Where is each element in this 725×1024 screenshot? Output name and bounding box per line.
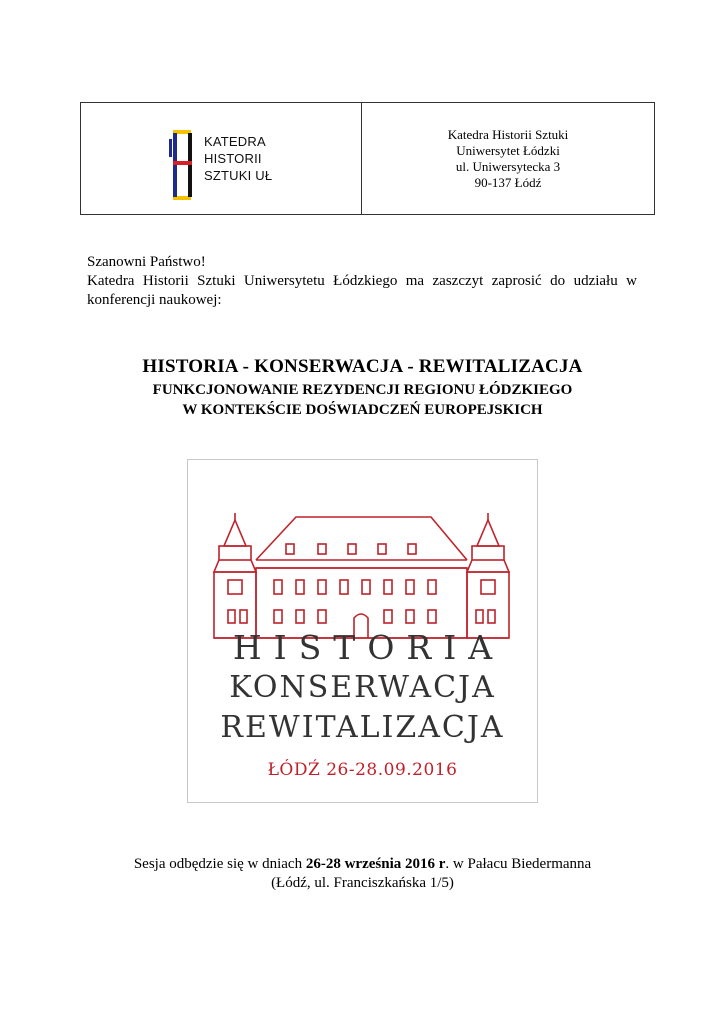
- poster-line-historia: HISTORIA: [232, 628, 505, 667]
- address-line-4: 90-137 Łódź: [474, 174, 542, 190]
- palace-icon: [188, 460, 537, 640]
- address-line-2: Uniwersytet Łódzki: [456, 142, 560, 158]
- letterhead: [80, 102, 655, 215]
- session-info: [0, 855, 725, 874]
- address-line-3: ul. Uniwersytecka 3: [455, 158, 561, 174]
- address-line-1: Katedra Historii Sztuki: [447, 126, 569, 142]
- poster-place-date: ŁÓDŹ 26-28.09.2016: [267, 760, 458, 780]
- conference-poster: [187, 459, 538, 803]
- session-address: (Łódź, ul. Franciszkańska 1/5): [271, 875, 454, 891]
- letterhead-address: [362, 103, 654, 214]
- poster-line-konserwacja: KONSERWACJA: [229, 670, 496, 705]
- conference-subtitle-1: FUNKCJONOWANIE REZYDENCJI REGIONU ŁÓDZKIEGO: [152, 382, 573, 398]
- logo-line-2: HISTORII: [204, 151, 262, 166]
- session-dates: 26-28 września 2016 r: [305, 856, 446, 872]
- letter-body: [87, 253, 637, 310]
- logo-text: [204, 133, 272, 184]
- invitation-text: Katedra Historii Sztuki Uniwersytetu Łódzkiego ma zaszczyt zaprosić do udziału w konferencji naukowej:: [87, 273, 637, 308]
- conference-title: HISTORIA - KONSERWACJA - REWITALIZACJA: [142, 356, 583, 377]
- session-suffix: . w Pałacu Biedermanna: [445, 856, 592, 872]
- session-prefix: Sesja odbędzie się w dniach: [133, 856, 306, 872]
- conference-subtitle-2: W KONTEKŚCIE DOŚWIADCZEŃ EUROPEJSKICH: [182, 402, 543, 418]
- logo-line-3: SZTUKI UŁ: [204, 168, 273, 183]
- letterhead-logo-cell: [81, 103, 362, 214]
- salutation: Szanowni Państwo!: [87, 254, 206, 270]
- katedra-mark-icon: [169, 130, 209, 202]
- poster-line-rewitalizacja: REWITALIZACJA: [220, 710, 505, 745]
- logo-line-1: KATEDRA: [204, 134, 266, 149]
